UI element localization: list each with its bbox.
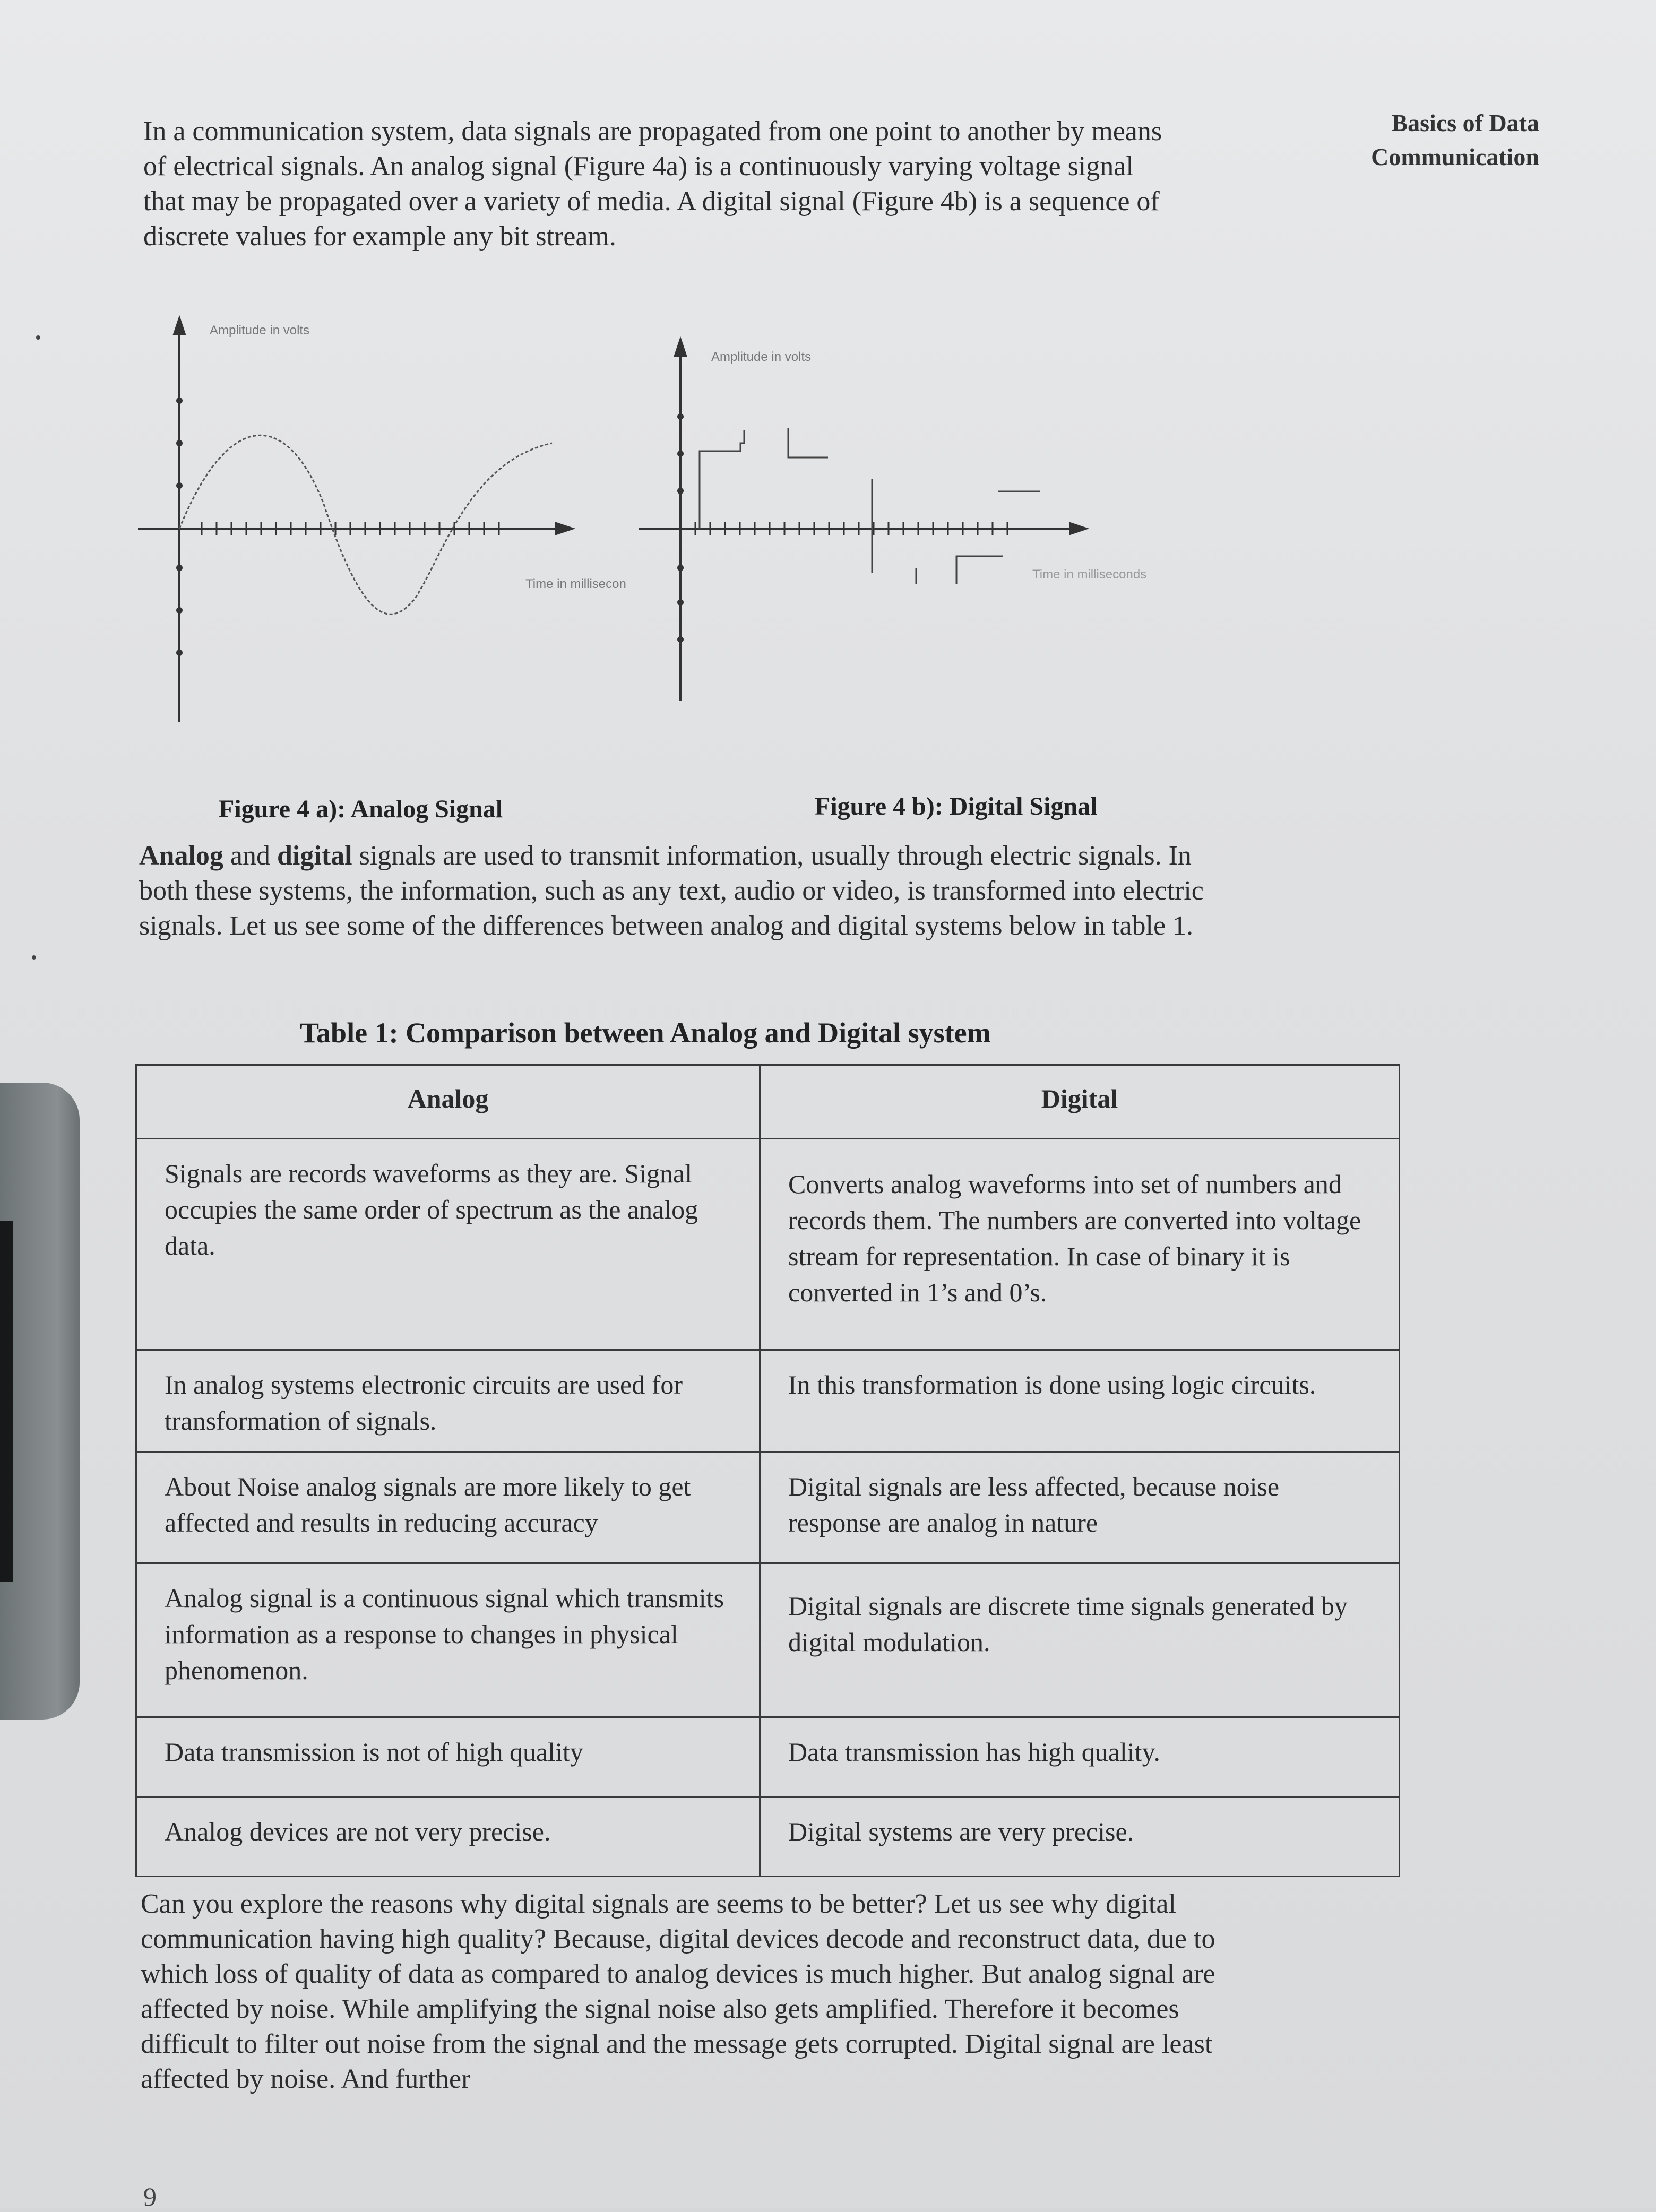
y-axis-tick (677, 599, 684, 606)
table-title: Table 1: Comparison between Analog and Digital system (300, 1017, 991, 1049)
y-axis-arrow (675, 340, 686, 356)
analog-x-label: Time in millisecon (525, 577, 626, 591)
section-title (1306, 106, 1539, 174)
y-axis-tick (677, 565, 684, 571)
digital-cell: In this transformation is done using logic circuits. (760, 1350, 1400, 1452)
section-title-line1: Basics of Data (1391, 109, 1539, 136)
intro-paragraph: In a communication system, data signals are propagated from one point to another by means of electrical signals. An analog signal (Figure 4a) is a continuously varying voltage signal that may be propagated over a variety of media. A digital signal (Figure 4b) is a sequence of discrete values for example any bit stream. (143, 116, 1162, 252)
column-header-analog: Analog (136, 1065, 760, 1139)
y-axis-tick (176, 440, 183, 446)
table-row (136, 1797, 1400, 1877)
analog-cell: Data transmission is not of high quality (136, 1717, 760, 1797)
y-axis-tick (176, 398, 183, 404)
analog-cell: Signals are records waveforms as they are. Signal occupies the same order of spectrum as the analog data. (136, 1139, 760, 1350)
margin-dot (36, 335, 40, 340)
analog-cell: About Noise analog signals are more likely to get affected and results in reducing accuracy (136, 1452, 760, 1563)
x-axis-arrow (1070, 523, 1086, 534)
digital-y-label: Amplitude in volts (711, 350, 812, 364)
analog-cell: Analog devices are not very precise. (136, 1797, 760, 1877)
table-header-row (136, 1065, 1400, 1139)
digital-waveform (700, 428, 1040, 584)
analog-cell: In analog systems electronic circuits are used for transformation of signals. (136, 1350, 760, 1452)
digital-cell: Digital systems are very precise. (760, 1797, 1400, 1877)
column-header-digital: Digital (760, 1065, 1400, 1139)
y-axis-tick (176, 607, 183, 614)
digital-x-label: Time in milliseconds (1032, 567, 1147, 582)
y-axis-tick (176, 482, 183, 489)
figure-a-caption: Figure 4 a): Analog Signal (219, 795, 503, 823)
y-axis-tick (677, 636, 684, 643)
y-axis-arrow (174, 318, 185, 334)
y-axis-tick (677, 413, 684, 420)
phone-screen (0, 1221, 13, 1582)
table-row (136, 1717, 1400, 1797)
figure-b-caption: Figure 4 b): Digital Signal (815, 792, 1098, 820)
page-number: 9 (143, 2182, 157, 2211)
comparison-table (135, 1064, 1400, 1877)
digital-signal-plot (632, 334, 1205, 716)
mid-text-2: signals are used to transmit information, usually through electric signals. In both these systems, the information, such as any text, audio or video, is transformed into electric signals. Let us see some of the differences between analog and digital systems below in table 1. (139, 841, 1204, 941)
analog-y-label: Amplitude in volts (210, 323, 310, 338)
analog-signal-plot (127, 313, 626, 727)
table-row (136, 1452, 1400, 1563)
section-title-line2: Communication (1371, 143, 1539, 170)
x-axis-arrow (556, 523, 572, 534)
digital-cell: Digital signals are discrete time signals generated by digital modulation. (760, 1563, 1400, 1717)
digital-term: digital (277, 841, 352, 871)
y-axis-tick (677, 451, 684, 457)
analog-cell: Analog signal is a continuous signal which transmits information as a response to changes in physical phenomenon. (136, 1563, 760, 1717)
y-axis-tick (176, 565, 183, 571)
closing-paragraph: Can you explore the reasons why digital signals are seems to be better? Let us see why digital communication having high quality? Because, digital devices decode and reconstruct data, due to which loss of quality of data as compared to analog devices is much higher. But analog signal are affected by noise. While amplifying the signal noise also gets amplified. Therefore it becomes difficult to filter out noise from the signal and the message gets corrupted. Digital signal are least affected by noise. And further (141, 1889, 1215, 2094)
digital-cell: Digital signals are less affected, because noise response are analog in nature (760, 1452, 1400, 1563)
analog-term: Analog (139, 841, 223, 871)
y-axis-tick (176, 650, 183, 656)
mid-text-1: and (223, 841, 278, 871)
table-row (136, 1350, 1400, 1452)
table-row (136, 1139, 1400, 1350)
comparison-intro-paragraph (139, 839, 1232, 944)
y-axis-tick (677, 488, 684, 494)
digital-cell: Converts analog waveforms into set of numbers and records them. The numbers are converted into voltage stream for representation. In case of binary it is converted in 1’s and 0’s. (760, 1139, 1400, 1350)
margin-dot (32, 955, 36, 960)
phone-edge (0, 1083, 80, 1720)
digital-cell: Data transmission has high quality. (760, 1717, 1400, 1797)
table-row (136, 1563, 1400, 1717)
